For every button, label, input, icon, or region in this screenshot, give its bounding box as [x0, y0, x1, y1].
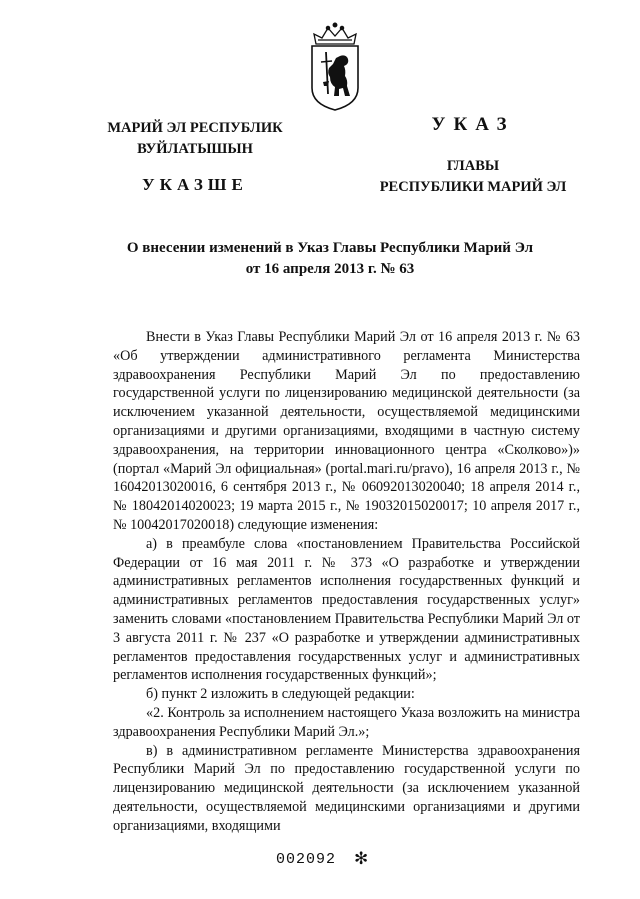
header-right-decree: УКАЗ — [431, 114, 515, 135]
header-left-line1: МАРИЙ ЭЛ РЕСПУБЛИК — [107, 120, 283, 136]
document-body — [113, 328, 580, 836]
header-left-block — [80, 118, 310, 195]
header-right-block — [348, 114, 598, 198]
body-paragraph-b: б) пункт 2 изложить в следующей редакции: — [146, 686, 415, 703]
body-paragraph-b-text: «2. Контроль за исполнением настоящего Указа возложить на министра здравоохранения Республики Марий Эл.»; — [113, 704, 580, 740]
document-title-line2: от 16 апреля 2013 г. № 63 — [245, 261, 415, 277]
header-right-line2: РЕСПУБЛИКИ МАРИЙ ЭЛ — [379, 179, 567, 195]
body-paragraph-a: а) в преамбуле слова «постановлением Правительства Российской Федерации от 16 мая 2011 г. № 373 «О разработке и утверждении административных регламентов исполнения государственных функций и административных регламентов предоставления государственных услуг» заменить словами «постановлением Правительства Республики Марий Эл от 3 августа 2011 г. № 237 «О разработке и утверждении административных регламентов предоставления государственных услуг и административных регламентов исполнения государственных функций»; — [113, 535, 580, 684]
document-title-line1: О внесении изменений в Указ Главы Республики Марий Эл — [126, 240, 534, 256]
header-right-line1: ГЛАВЫ — [446, 158, 500, 174]
document-title — [80, 238, 580, 280]
footer-asterisk-mark: ✻ — [354, 849, 369, 868]
body-paragraph-c: в) в административном регламенте Министерства здравоохранения Республики Марий Эл по предоставлению государственной услуги по лицензированию медицинской деятельности (за исключением указанной деятельности, осуществляемой медицинскими организациями и другими организациями, входящими — [113, 742, 580, 834]
body-paragraph-intro: Внести в Указ Главы Республики Марий Эл от 16 апреля 2013 г. № 63 «Об утверждении административного регламента Министерства здравоохранения Республики Марий Эл по предоставлению государственной услуги по лицензированию медицинской деятельности (за исключением указанной деятельности, осуществляемой медицинскими организациями и другими организациями, входящими в частную систему здравоохранения, на территории инновационного центра «Сколково»)» (портал «Марий Эл официальная» (portal.mari.ru/pravo), 16 апреля 2013 г., № 16042013020016, 6 сентября 2013 г., № 06092013020040; 18 апреля 2014 г., № 18042014020023; 19 марта 2015 г., № 19032015020017; 10 апреля 2017 г., № 10042017020018) следующие изменения: — [113, 329, 580, 533]
serial-number: 002092 — [276, 851, 337, 868]
header-left-decree: УКАЗШЕ — [142, 175, 248, 194]
header-left-line2: ВУЙЛАТЫШЫН — [137, 141, 253, 157]
coat-of-arms-emblem — [300, 22, 370, 112]
